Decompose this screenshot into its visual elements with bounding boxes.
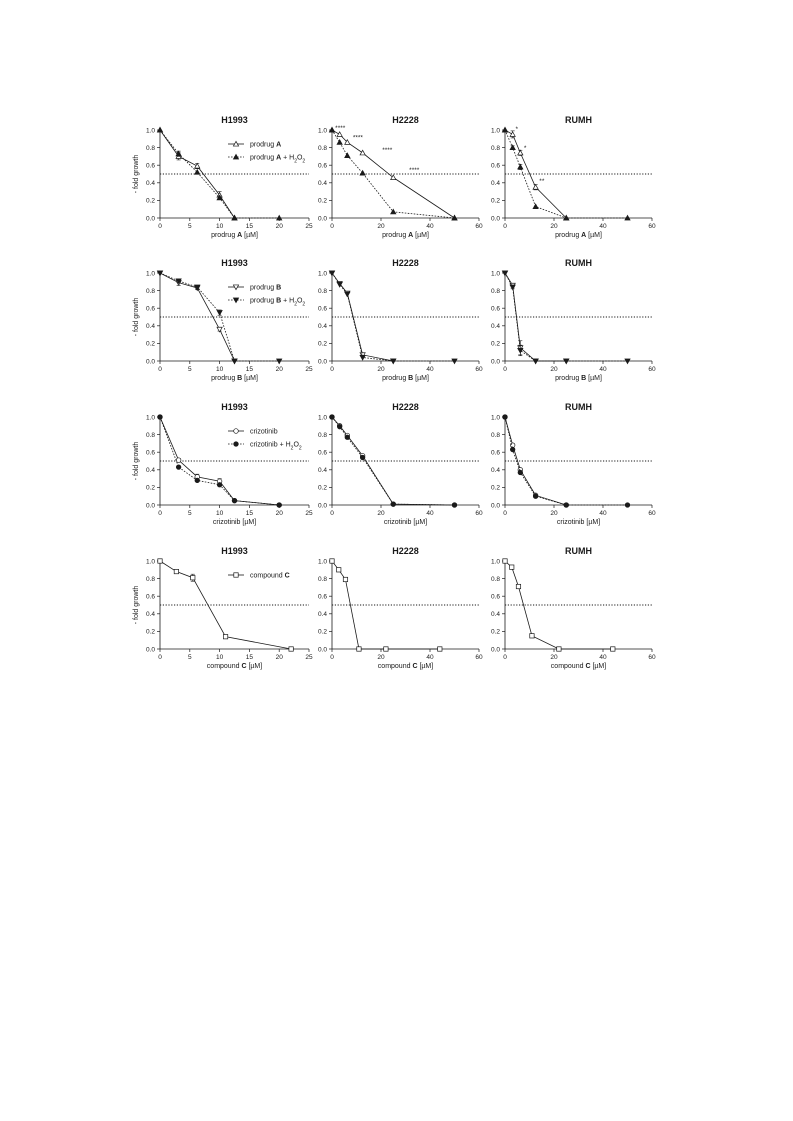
y-tick-label: 1.0	[317, 414, 327, 422]
x-tick-label: 40	[426, 223, 434, 230]
y-tick-label: 0.6	[145, 449, 155, 457]
y-tick-label: 0.0	[317, 502, 327, 510]
legend-label: crizotinib + $H_2O_2$	[250, 441, 302, 452]
x-axis-label: crizotinib [µM]	[556, 519, 601, 526]
x-tick-label: 15	[245, 510, 254, 517]
x-tick-label: 40	[426, 510, 434, 517]
x-tick-label: 25	[305, 654, 313, 661]
x-tick-label: 5	[187, 510, 192, 517]
significance-label: *	[515, 125, 519, 133]
y-tick-label: 0.8	[317, 431, 327, 439]
y-tick-label: 0.6	[490, 449, 500, 457]
x-tick-label: 20	[275, 510, 283, 517]
data-point-0	[533, 185, 538, 190]
y-tick-label: 0.0	[145, 502, 155, 510]
y-tick-label: 0.2	[317, 340, 327, 348]
legend-item-0	[228, 285, 281, 292]
legend-item-0	[228, 141, 281, 148]
data-point-1	[391, 502, 396, 507]
panel-3-2	[491, 546, 656, 670]
panel-title: RUMH	[565, 402, 592, 412]
y-tick-label: 0.0	[145, 358, 155, 366]
x-tick-label: 0	[158, 223, 162, 230]
data-point-1	[345, 153, 350, 158]
x-tick-label: 60	[648, 223, 656, 230]
significance-label: *	[523, 145, 527, 153]
data-point-1	[337, 424, 342, 429]
y-tick-label: 0.2	[145, 628, 155, 636]
x-tick-label: 40	[599, 510, 607, 517]
y-axis-label: - fold growth	[133, 585, 140, 625]
data-point-1	[360, 171, 365, 176]
data-point-0	[343, 577, 347, 581]
x-tick-label: 5	[187, 654, 192, 661]
y-tick-label: 0.8	[145, 144, 155, 152]
y-tick-label: 0.4	[317, 323, 327, 331]
x-tick-label: 10	[215, 510, 224, 517]
x-tick-label: 25	[305, 223, 313, 230]
y-tick-label: 0.0	[317, 358, 327, 366]
y-tick-label: 0.4	[317, 467, 327, 475]
significance-label: ****	[352, 134, 363, 142]
x-axis-label: compound C [µM]	[550, 663, 607, 670]
data-point-0	[223, 634, 227, 638]
y-tick-label: 0.8	[145, 287, 155, 295]
x-tick-label: 40	[426, 654, 434, 661]
data-point-0	[530, 634, 534, 638]
y-tick-label: 0.2	[317, 484, 327, 492]
y-tick-label: 0.2	[317, 197, 327, 205]
y-tick-label: 0.2	[490, 197, 500, 205]
data-point-1	[564, 503, 569, 508]
panel-title: H2228	[392, 546, 419, 556]
x-tick-label: 5	[187, 366, 192, 373]
data-point-0	[330, 559, 334, 563]
y-tick-label: 0.8	[490, 287, 500, 295]
x-tick-label: 0	[503, 654, 507, 661]
legend-item-1	[228, 154, 305, 164]
significance-label: ****	[335, 125, 346, 132]
x-axis-label: prodrug B [µM]	[211, 375, 258, 382]
y-tick-label: 0.6	[317, 449, 327, 457]
y-axis-label: - fold growth	[133, 441, 140, 481]
x-axis-label: compound C [µM]	[377, 663, 434, 670]
y-tick-label: 0.0	[145, 646, 155, 654]
panel-2-2	[491, 402, 656, 526]
panel-title: H1993	[221, 258, 248, 268]
data-point-1	[337, 140, 342, 145]
legend-item-0	[228, 573, 290, 580]
x-tick-label: 10	[215, 366, 224, 373]
x-tick-label: 20	[550, 366, 558, 373]
data-point-1	[330, 415, 335, 420]
y-tick-label: 0.0	[490, 646, 500, 654]
x-tick-label: 20	[275, 654, 283, 661]
x-tick-label: 15	[245, 223, 254, 230]
x-tick-label: 40	[599, 366, 607, 373]
x-tick-label: 0	[503, 366, 507, 373]
y-tick-label: 0.2	[145, 340, 155, 348]
data-point-1	[195, 478, 200, 483]
legend-label: prodrug $B + H_2O_2$	[250, 297, 306, 308]
x-tick-label: 40	[599, 223, 607, 230]
data-point-0	[611, 647, 615, 651]
x-tick-label: 60	[648, 654, 656, 661]
y-tick-label: 0.6	[317, 162, 327, 170]
y-tick-label: 0.6	[317, 593, 327, 601]
x-tick-label: 25	[305, 366, 313, 373]
data-point-0	[337, 568, 341, 572]
x-tick-label: 20	[377, 510, 385, 517]
y-tick-label: 0.6	[490, 305, 500, 313]
x-tick-label: 0	[330, 366, 334, 373]
y-tick-label: 0.8	[490, 144, 500, 152]
y-tick-label: 0.0	[145, 215, 155, 223]
data-point-1	[217, 311, 222, 316]
data-point-1	[217, 482, 222, 487]
x-axis-label: crizotinib [µM]	[212, 519, 257, 526]
legend-label: prodrug B	[250, 284, 282, 292]
x-tick-label: 0	[503, 510, 507, 517]
x-tick-label: 5	[187, 223, 192, 230]
panel-1-2	[491, 258, 656, 382]
x-tick-label: 20	[275, 223, 283, 230]
data-point-1	[277, 503, 282, 508]
legend-label: prodrug A	[250, 141, 282, 149]
significance-label: ****	[382, 147, 393, 154]
x-axis-label: prodrug A [µM]	[382, 232, 429, 239]
x-axis-label: prodrug B [µM]	[555, 375, 602, 382]
y-tick-label: 0.6	[490, 593, 500, 601]
y-tick-label: 0.4	[490, 323, 500, 331]
x-axis-label: prodrug A [µM]	[211, 232, 258, 239]
y-tick-label: 0.4	[490, 467, 500, 475]
data-point-1	[232, 498, 237, 503]
y-tick-label: 0.4	[317, 180, 327, 188]
panel-2-0	[133, 402, 313, 526]
y-tick-label: 0.4	[145, 467, 155, 475]
y-tick-label: 0.0	[490, 215, 500, 223]
y-tick-label: 0.4	[490, 611, 500, 619]
data-point-1	[533, 494, 538, 499]
x-tick-label: 0	[158, 510, 162, 517]
panel-0-1	[318, 115, 483, 239]
panel-1-1	[318, 258, 483, 382]
legend-label: prodrug $A + H_2O_2$	[250, 154, 306, 165]
y-tick-label: 0.6	[145, 162, 155, 170]
x-tick-label: 60	[475, 366, 483, 373]
x-axis-label: prodrug B [µM]	[382, 375, 429, 382]
data-point-0	[357, 647, 361, 651]
y-axis-label: - fold growth	[133, 154, 140, 194]
x-tick-label: 60	[475, 510, 483, 517]
x-axis-label: crizotinib [µM]	[383, 519, 428, 526]
data-point-0	[191, 576, 195, 580]
x-tick-label: 10	[215, 654, 224, 661]
data-point-1	[510, 447, 515, 452]
x-tick-label: 10	[215, 223, 224, 230]
data-point-1	[360, 455, 365, 460]
y-tick-label: 1.0	[490, 558, 500, 566]
data-point-0	[174, 569, 178, 573]
y-tick-label: 0.4	[145, 323, 155, 331]
legend-marker	[234, 442, 239, 447]
legend-item-1	[228, 442, 302, 452]
y-tick-label: 1.0	[490, 270, 500, 278]
legend-label: compound C	[250, 572, 290, 580]
y-tick-label: 0.2	[145, 197, 155, 205]
y-tick-label: 0.8	[145, 431, 155, 439]
data-point-0	[518, 150, 523, 155]
y-tick-label: 0.8	[317, 287, 327, 295]
legend-item-1	[228, 298, 305, 308]
y-tick-label: 0.0	[490, 358, 500, 366]
panel-3-1	[318, 546, 483, 670]
panel-3-0	[133, 546, 313, 670]
data-point-1	[345, 435, 350, 440]
x-tick-label: 60	[648, 510, 656, 517]
x-tick-label: 60	[475, 223, 483, 230]
panel-title: H2228	[392, 258, 419, 268]
y-tick-label: 0.4	[145, 180, 155, 188]
x-axis-label: prodrug A [µM]	[555, 232, 602, 239]
y-tick-label: 0.6	[145, 305, 155, 313]
legend-label: crizotinib	[250, 428, 278, 436]
y-tick-label: 0.4	[145, 611, 155, 619]
x-tick-label: 20	[377, 366, 385, 373]
x-tick-label: 0	[330, 510, 334, 517]
data-point-0	[557, 647, 561, 651]
data-point-0	[384, 647, 388, 651]
data-point-0	[503, 559, 507, 563]
x-tick-label: 40	[426, 366, 434, 373]
panel-2-1	[318, 402, 483, 526]
data-point-1	[195, 170, 200, 175]
panel-0-0	[133, 115, 313, 239]
x-tick-label: 60	[648, 366, 656, 373]
y-tick-label: 0.0	[490, 502, 500, 510]
y-tick-label: 0.8	[490, 431, 500, 439]
data-point-1	[625, 503, 630, 508]
y-tick-label: 0.8	[490, 575, 500, 583]
y-tick-label: 0.2	[490, 484, 500, 492]
y-tick-label: 0.8	[317, 144, 327, 152]
x-tick-label: 0	[330, 654, 334, 661]
data-point-1	[518, 164, 523, 169]
y-tick-label: 0.2	[490, 628, 500, 636]
x-tick-label: 20	[377, 223, 385, 230]
y-tick-label: 1.0	[317, 127, 327, 135]
y-tick-label: 1.0	[145, 270, 155, 278]
y-tick-label: 0.4	[317, 611, 327, 619]
data-point-0	[516, 584, 520, 588]
panel-title: H1993	[221, 546, 248, 556]
y-tick-label: 0.2	[317, 628, 327, 636]
data-point-0	[158, 559, 162, 563]
x-tick-label: 20	[275, 366, 283, 373]
data-point-0	[176, 458, 181, 463]
y-tick-label: 1.0	[490, 414, 500, 422]
data-point-0	[360, 150, 365, 155]
legend-item-0	[228, 429, 278, 436]
y-tick-label: 0.8	[317, 575, 327, 583]
legend-marker	[234, 573, 238, 577]
panel-title: H1993	[221, 115, 248, 125]
panel-title: H2228	[392, 402, 419, 412]
x-tick-label: 15	[245, 654, 254, 661]
data-point-0	[337, 132, 342, 137]
data-point-1	[503, 415, 508, 420]
x-tick-label: 0	[158, 654, 162, 661]
y-tick-label: 0.4	[490, 180, 500, 188]
panel-title: RUMH	[565, 115, 592, 125]
x-tick-label: 15	[245, 366, 254, 373]
y-axis-label: - fold growth	[133, 297, 140, 337]
x-tick-label: 20	[377, 654, 385, 661]
y-tick-label: 1.0	[317, 270, 327, 278]
x-tick-label: 20	[550, 510, 558, 517]
data-point-1	[518, 348, 523, 353]
data-point-0	[195, 163, 200, 168]
significance-label: ****	[409, 167, 420, 175]
significance-label: **	[539, 177, 545, 185]
y-tick-label: 1.0	[145, 414, 155, 422]
y-tick-label: 0.6	[145, 593, 155, 601]
x-tick-label: 0	[158, 366, 162, 373]
y-tick-label: 0.6	[490, 162, 500, 170]
y-tick-label: 0.0	[317, 646, 327, 654]
panel-0-2	[491, 115, 656, 239]
y-tick-label: 1.0	[490, 127, 500, 135]
data-point-1	[345, 292, 350, 297]
data-point-1	[533, 204, 538, 209]
data-point-0	[438, 647, 442, 651]
data-point-0	[510, 565, 514, 569]
y-tick-label: 0.2	[490, 340, 500, 348]
x-tick-label: 20	[550, 223, 558, 230]
y-tick-label: 1.0	[145, 558, 155, 566]
panel-title: RUMH	[565, 258, 592, 268]
legend-marker	[234, 429, 239, 434]
data-point-0	[510, 132, 515, 137]
y-tick-label: 1.0	[317, 558, 327, 566]
y-tick-label: 0.6	[317, 305, 327, 313]
y-tick-label: 1.0	[145, 127, 155, 135]
panel-title: H1993	[221, 402, 248, 412]
panel-1-0	[133, 258, 313, 382]
y-tick-label: 0.0	[317, 215, 327, 223]
y-tick-label: 0.2	[145, 484, 155, 492]
x-tick-label: 0	[503, 223, 507, 230]
x-axis-label: compound C [µM]	[206, 663, 263, 670]
data-point-0	[289, 647, 293, 651]
x-tick-label: 25	[305, 510, 313, 517]
data-point-1	[176, 465, 181, 470]
data-point-1	[452, 503, 457, 508]
panel-title: RUMH	[565, 546, 592, 556]
x-tick-label: 40	[599, 654, 607, 661]
x-tick-label: 20	[550, 654, 558, 661]
data-point-1	[158, 415, 163, 420]
x-tick-label: 60	[475, 654, 483, 661]
y-tick-label: 0.8	[145, 575, 155, 583]
panel-title: H2228	[392, 115, 419, 125]
x-tick-label: 0	[330, 223, 334, 230]
data-point-1	[518, 470, 523, 475]
